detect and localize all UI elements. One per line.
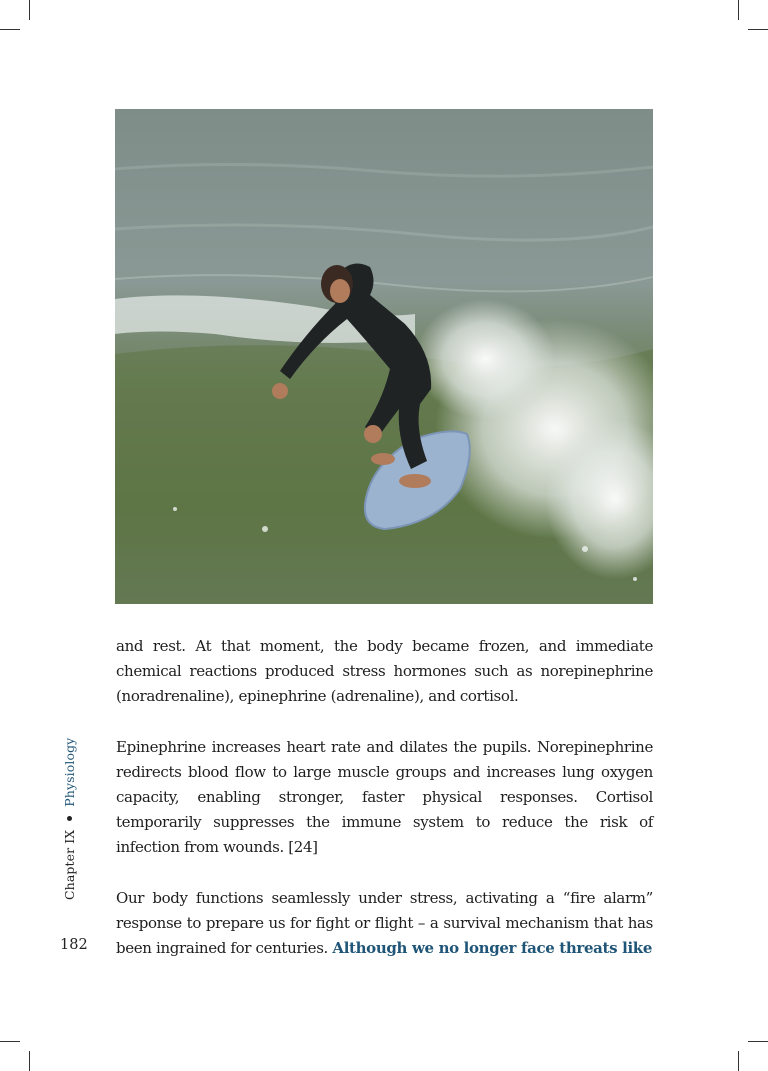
surfer-photo [115,109,653,604]
crop-mark [29,0,30,20]
crop-mark [0,29,20,30]
section-label: Physiology [62,737,77,807]
crop-mark [748,29,768,30]
page-number: 182 [60,937,88,953]
paragraph: and rest. At that moment, the body became frozen, and immediate chemical reactions produced stress hormones such as norepinephrine (noradrenaline), epinephrine (adrenaline), and cortisol. [116,637,653,705]
paragraph [116,886,653,961]
paragraph-text: Our body functions seamlessly under stress, activating a “fire alarm” response to prepare us for fight or flight – a survival mechanism that has been ingrained for centuries. [116,889,653,957]
crop-mark [29,1051,30,1071]
highlighted-text: Although we no longer face threats like [332,939,653,957]
paragraph: Epinephrine increases heart rate and dilates the pupils. Norepinephrine redirects blood flow to large muscle groups and increases lung oxygen capacity, enabling stronger, faster physical responses. Cortisol temporarily suppresses the immune system to reduce the risk of infection from wounds. [24] [116,738,653,856]
crop-mark [738,0,739,20]
crop-mark [0,1041,20,1042]
chapter-label: Chapter IX [62,829,77,900]
running-head [62,738,77,900]
bullet-separator [67,816,72,821]
crop-mark [748,1041,768,1042]
crop-mark [738,1051,739,1071]
